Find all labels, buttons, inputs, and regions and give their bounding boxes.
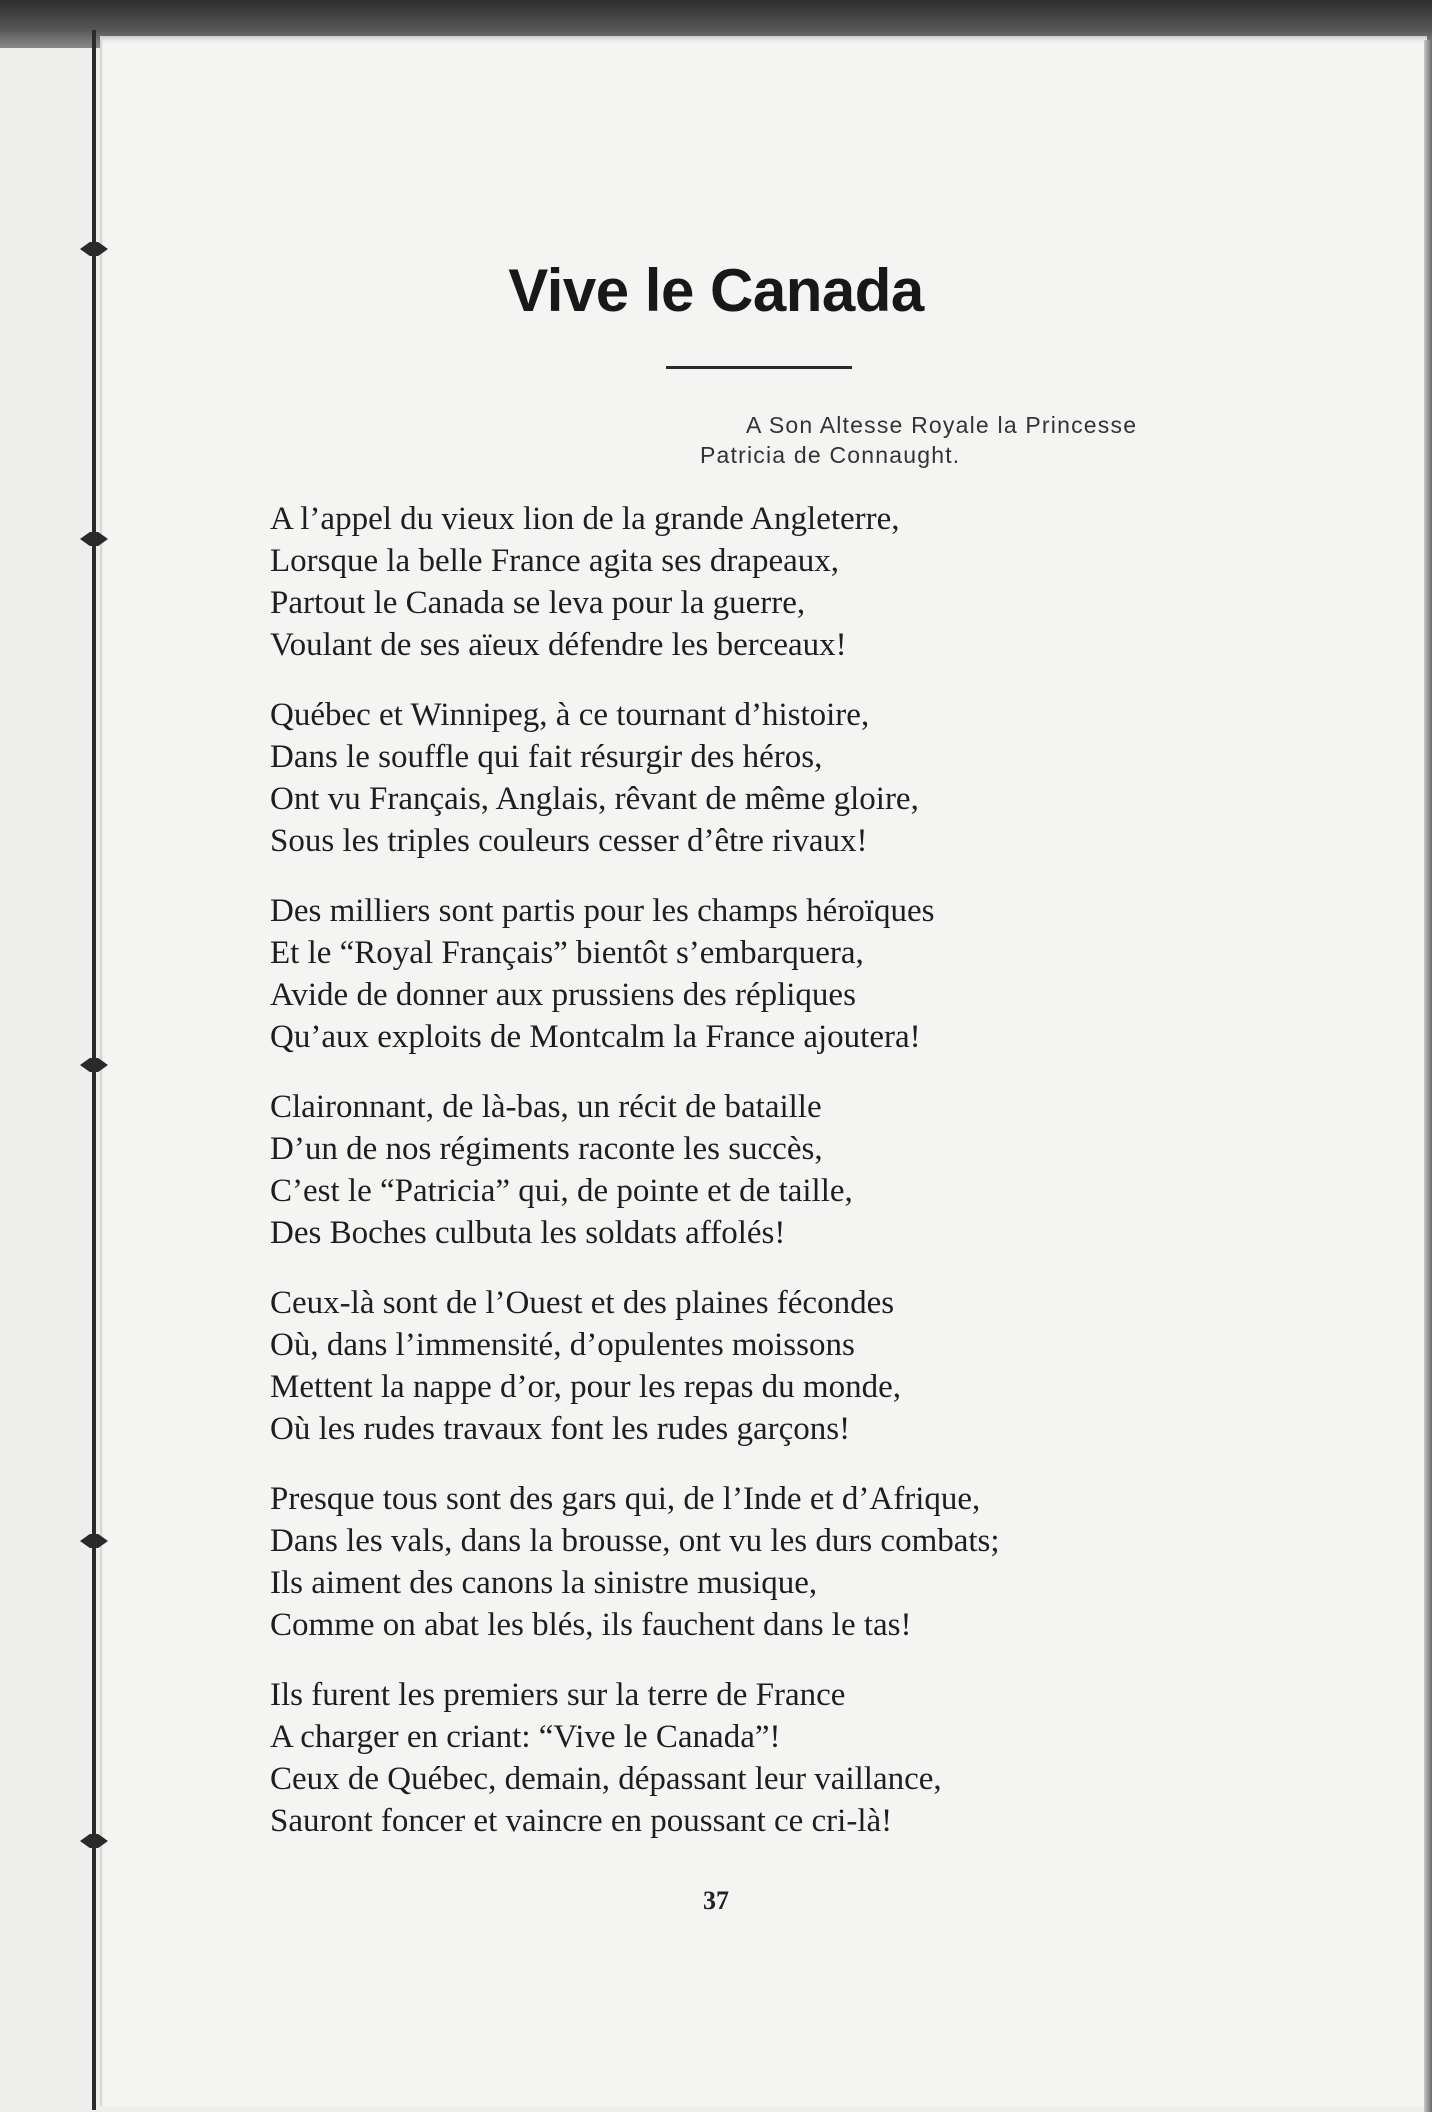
verse: Québec et Winnipeg, à ce tournant d’histoire, — [270, 697, 870, 733]
verse: Dans le souffle qui fait résurgir des héros, — [270, 739, 823, 775]
verse: Mettent la nappe d’or, pour les repas du monde, — [270, 1369, 901, 1405]
verse: Ceux-là sont de l’Ouest et des plaines fécondes — [270, 1285, 895, 1321]
dedication — [700, 410, 1260, 470]
verse: A l’appel du vieux lion de la grande Angleterre, — [270, 501, 900, 537]
verse: Ils aiment des canons la sinistre musique, — [270, 1565, 818, 1601]
verse: A charger en criant: “Vive le Canada”! — [270, 1719, 781, 1755]
poem-body — [270, 498, 1270, 1870]
stanza-7 — [270, 1674, 1270, 1842]
verse: Avide de donner aux prussiens des répliques — [270, 977, 856, 1013]
title-divider — [666, 366, 852, 369]
dedication-line: Patricia de Connaught. — [700, 442, 961, 468]
verse: Des milliers sont partis pour les champs héroïques — [270, 893, 935, 929]
dedication-line: A Son Altesse Royale la Princesse — [746, 412, 1138, 438]
page-right-edge — [1424, 40, 1432, 2112]
verse: Des Boches culbuta les soldats affolés! — [270, 1215, 786, 1251]
stanza-6 — [270, 1478, 1270, 1646]
stanza-4 — [270, 1086, 1270, 1254]
verse: Dans les vals, dans la brousse, ont vu les durs combats; — [270, 1523, 1000, 1559]
verse: Comme on abat les blés, ils fauchent dans le tas! — [270, 1607, 912, 1643]
verse: Voulant de ses aïeux défendre les berceaux! — [270, 627, 847, 663]
stanza-3 — [270, 890, 1270, 1058]
verse: Presque tous sont des gars qui, de l’Inde et d’Afrique, — [270, 1481, 981, 1517]
verse: C’est le “Patricia” qui, de pointe et de taille, — [270, 1173, 853, 1209]
verse: Sauront foncer et vaincre en poussant ce cri-là! — [270, 1803, 893, 1839]
stanza-2 — [270, 694, 1270, 862]
poem-title: Vive le Canada — [508, 257, 924, 324]
verse: Claironnant, de là-bas, un récit de bataille — [270, 1089, 822, 1125]
verse: Ils furent les premiers sur la terre de France — [270, 1677, 846, 1713]
verse: Partout le Canada se leva pour la guerre, — [270, 585, 806, 621]
stanza-5 — [270, 1282, 1270, 1450]
verse: Où les rudes travaux font les rudes garçons! — [270, 1411, 851, 1447]
verse: Et le “Royal Français” bientôt s’embarquera, — [270, 935, 864, 971]
page-number: 37 — [703, 1886, 729, 1915]
verse: Ont vu Français, Anglais, rêvant de même gloire, — [270, 781, 919, 817]
verse: Lorsque la belle France agita ses drapeaux, — [270, 543, 840, 579]
stanza-1 — [270, 498, 1270, 666]
verse: Sous les triples couleurs cesser d’être rivaux! — [270, 823, 868, 859]
verse: Qu’aux exploits de Montcalm la France ajoutera! — [270, 1019, 921, 1055]
verse: D’un de nos régiments raconte les succès, — [270, 1131, 823, 1167]
verse: Où, dans l’immensité, d’opulentes moissons — [270, 1327, 855, 1363]
verse: Ceux de Québec, demain, dépassant leur vaillance, — [270, 1761, 942, 1797]
